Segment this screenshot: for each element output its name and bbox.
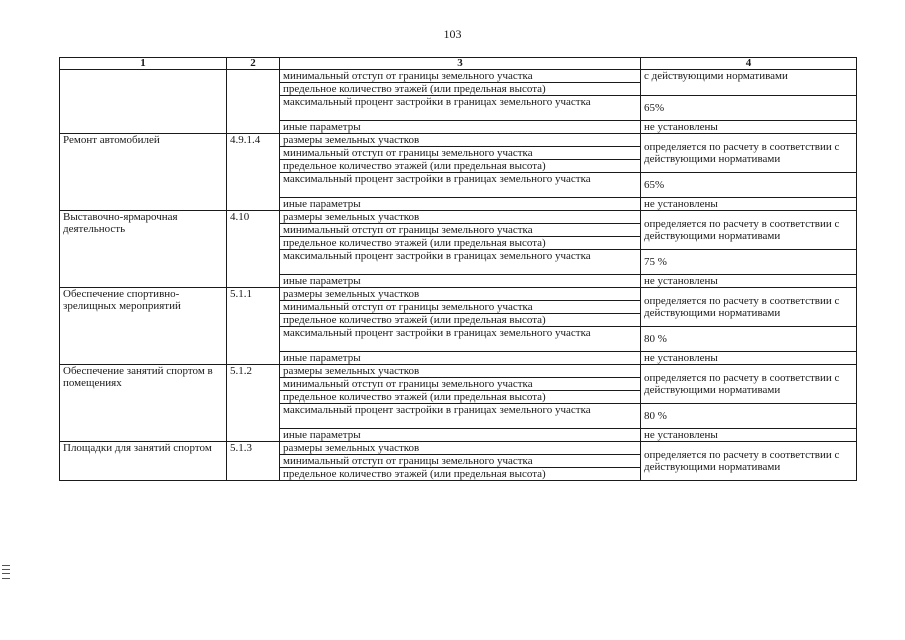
column-header-4: 4 bbox=[641, 58, 857, 70]
value-cell: определяется по расчету в соответствии с действующими нормативами bbox=[641, 365, 857, 404]
param-cell: иные параметры bbox=[280, 429, 641, 442]
value-cell: определяется по расчету в соответствии с действующими нормативами bbox=[641, 211, 857, 250]
column-header-3: 3 bbox=[280, 58, 641, 70]
param-cell: иные параметры bbox=[280, 121, 641, 134]
page-number: 103 bbox=[443, 27, 462, 41]
value-cell: не установлены bbox=[641, 198, 857, 211]
use-type-cell: Ремонт автомобилей bbox=[60, 134, 227, 211]
param-cell: размеры земельных участков bbox=[280, 211, 641, 224]
binding-mark bbox=[2, 565, 10, 579]
param-cell: размеры земельных участков bbox=[280, 365, 641, 378]
param-cell: предельное количество этажей (или предельная высота) bbox=[280, 160, 641, 173]
table-row bbox=[60, 134, 857, 147]
value-cell: 65% bbox=[641, 96, 857, 121]
value-cell: не установлены bbox=[641, 429, 857, 442]
value-cell: не установлены bbox=[641, 275, 857, 288]
param-cell: иные параметры bbox=[280, 275, 641, 288]
zoning-parameters-table bbox=[59, 57, 857, 481]
param-cell: максимальный процент застройки в границах земельного участка bbox=[280, 327, 641, 352]
param-cell: минимальный отступ от границы земельного участка bbox=[280, 147, 641, 160]
value-cell: определяется по расчету в соответствии с действующими нормативами bbox=[641, 288, 857, 327]
param-cell: минимальный отступ от границы земельного участка bbox=[280, 301, 641, 314]
use-code-cell: 4.10 bbox=[227, 211, 280, 288]
use-code-cell: 5.1.1 bbox=[227, 288, 280, 365]
value-cell: определяется по расчету в соответствии с действующими нормативами bbox=[641, 134, 857, 173]
param-cell: максимальный процент застройки в границах земельного участка bbox=[280, 404, 641, 429]
table-row bbox=[60, 70, 857, 83]
value-cell: с действующими нормативами bbox=[641, 70, 857, 96]
table-row bbox=[60, 211, 857, 224]
param-cell: предельное количество этажей (или предельная высота) bbox=[280, 83, 641, 96]
value-cell: не установлены bbox=[641, 121, 857, 134]
value-cell: 80 % bbox=[641, 327, 857, 352]
param-cell: размеры земельных участков bbox=[280, 134, 641, 147]
param-cell: иные параметры bbox=[280, 198, 641, 211]
param-cell: предельное количество этажей (или предельная высота) bbox=[280, 314, 641, 327]
param-cell: максимальный процент застройки в границах земельного участка bbox=[280, 173, 641, 198]
value-cell: 80 % bbox=[641, 404, 857, 429]
table-header-row bbox=[60, 58, 857, 70]
column-header-1: 1 bbox=[60, 58, 227, 70]
use-type-cell: Обеспечение спортивно-зрелищных мероприятий bbox=[60, 288, 227, 365]
param-cell: минимальный отступ от границы земельного участка bbox=[280, 455, 641, 468]
value-cell: 65% bbox=[641, 173, 857, 198]
param-cell: предельное количество этажей (или предельная высота) bbox=[280, 237, 641, 250]
param-cell: минимальный отступ от границы земельного участка bbox=[280, 224, 641, 237]
param-cell: максимальный процент застройки в границах земельного участка bbox=[280, 96, 641, 121]
use-type-cell-empty bbox=[60, 70, 227, 134]
param-cell: минимальный отступ от границы земельного участка bbox=[280, 378, 641, 391]
table-row bbox=[60, 288, 857, 301]
param-cell: размеры земельных участков bbox=[280, 288, 641, 301]
use-code-cell: 4.9.1.4 bbox=[227, 134, 280, 211]
table-row bbox=[60, 365, 857, 378]
value-cell: определяется по расчету в соответствии с действующими нормативами bbox=[641, 442, 857, 481]
use-type-cell: Обеспечение занятий спортом в помещениях bbox=[60, 365, 227, 442]
use-code-cell: 5.1.3 bbox=[227, 442, 280, 481]
use-code-cell: 5.1.2 bbox=[227, 365, 280, 442]
use-code-cell-empty bbox=[227, 70, 280, 134]
param-cell: размеры земельных участков bbox=[280, 442, 641, 455]
param-cell: предельное количество этажей (или предельная высота) bbox=[280, 391, 641, 404]
use-type-cell: Площадки для занятий спортом bbox=[60, 442, 227, 481]
column-header-2: 2 bbox=[227, 58, 280, 70]
table-row bbox=[60, 442, 857, 455]
param-cell: максимальный процент застройки в границах земельного участка bbox=[280, 250, 641, 275]
param-cell: минимальный отступ от границы земельного участка bbox=[280, 70, 641, 83]
use-type-cell: Выставочно-ярмарочная деятельность bbox=[60, 211, 227, 288]
value-cell: 75 % bbox=[641, 250, 857, 275]
value-cell: не установлены bbox=[641, 352, 857, 365]
param-cell: иные параметры bbox=[280, 352, 641, 365]
param-cell: предельное количество этажей (или предельная высота) bbox=[280, 468, 641, 481]
